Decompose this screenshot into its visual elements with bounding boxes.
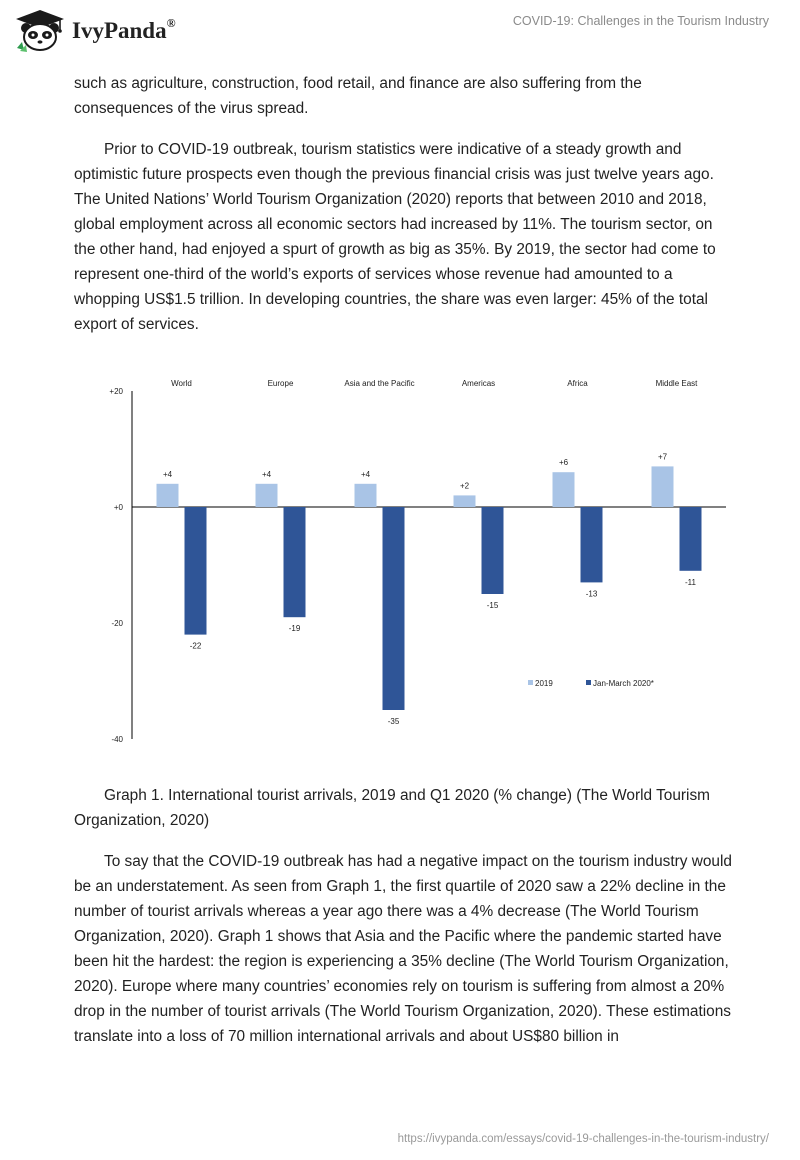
bar-2020 (482, 507, 504, 594)
data-label-2020: -22 (189, 641, 202, 651)
category-label: Asia and the Pacific (344, 379, 415, 388)
legend-label-2019: 2019 (535, 679, 553, 688)
y-tick-label: -20 (111, 619, 123, 628)
legend-swatch-2020 (586, 680, 591, 685)
category-label: Europe (267, 379, 294, 388)
bar-2020 (581, 507, 603, 582)
y-tick-label: +20 (109, 387, 123, 396)
legend-label-2020: Jan-March 2020* (593, 679, 654, 688)
data-label-2020: -11 (685, 577, 696, 587)
bar-2020 (680, 507, 702, 571)
data-label-2019: +2 (459, 481, 470, 491)
legend-swatch-2019 (528, 680, 533, 685)
category-label: Americas (461, 379, 496, 388)
data-label-2020: -19 (288, 624, 301, 634)
y-tick-label: -40 (111, 735, 123, 744)
body-paragraph-2: Prior to COVID-19 outbreak, tourism statistics were indicative of a steady growth and optimistic future prospects even though the previous financial crisis was just twelve years ago. The United Nations’ World Tourism Organization (2020) reports that between 2010 and 2018, global employment across all economic sectors had increased by 11%. The tourism sector, on the other hand, had enjoyed a spurt of growth as big as 35%. By 2019, the sector had come to represent one-third of the world’s exports of services whose revenue had amounted to a whopping US$1.5 trillion. In developing countries, the share was even larger: 45% of the total export of services. (74, 141, 716, 333)
logo-wordmark: IvyPanda® (72, 16, 176, 43)
source-url-link[interactable]: https://ivypanda.com/essays/covid-19-challenges-in-the-tourism-industry/ (397, 1133, 769, 1145)
bar-2019 (652, 466, 674, 507)
bar-2020 (284, 507, 306, 617)
data-label-2019: +7 (657, 452, 668, 462)
page-header (0, 0, 800, 62)
body-paragraph-1: such as agriculture, construction, food retail, and finance are also suffering from the consequences of the virus spread. (74, 75, 642, 117)
category-label: Middle East (655, 379, 698, 388)
data-label-2020: -15 (486, 601, 499, 610)
data-label-2019: +4 (162, 469, 173, 479)
body-paragraph-3: To say that the COVID-19 outbreak has had a negative impact on the tourism industry would be an understatement. As seen from Graph 1, the first quartile of 2020 saw a 22% decline in the number of tourist arrivals whereas a year ago there was a 4% decrease (The World Tourism Organization, 2020). Graph 1 shows that Asia and the Pacific where the pandemic started have been hit the hardest: the region is experiencing a 35% decline (The World Tourism Organization, 2020). Europe where many countries’ economies rely on tourism is suffering from almost a 20% drop in the number of tourist arrivals (The World Tourism Organization, 2020). These estimations translate into a loss of 70 million international arrivals and about US$80 billion in (74, 853, 732, 1045)
bar-2019 (256, 484, 278, 507)
bar-2019 (157, 484, 179, 507)
logo[interactable] (14, 8, 176, 52)
document-title: COVID-19: Challenges in the Tourism Industry (512, 14, 769, 28)
bar-2019 (454, 495, 476, 507)
bar-2020 (383, 507, 405, 710)
category-label: World (171, 379, 192, 388)
panda-logo-icon (14, 8, 66, 52)
data-label-2019: +4 (261, 469, 272, 479)
data-label-2019: +6 (558, 458, 569, 468)
y-tick-label: +0 (113, 503, 123, 512)
bar-2019 (355, 484, 377, 507)
data-label-2020: -35 (387, 717, 400, 726)
bar-2020 (185, 507, 207, 635)
category-label: Africa (567, 379, 588, 388)
graph-caption: Graph 1. International tourist arrivals, 2019 and Q1 2020 (% change) (The World Tourism Organization, 2020) (74, 787, 710, 829)
data-label-2020: -13 (585, 589, 598, 599)
bar-2019 (553, 472, 575, 507)
data-label-2019: +4 (360, 469, 371, 479)
tourist-arrivals-bar-chart (100, 370, 740, 750)
